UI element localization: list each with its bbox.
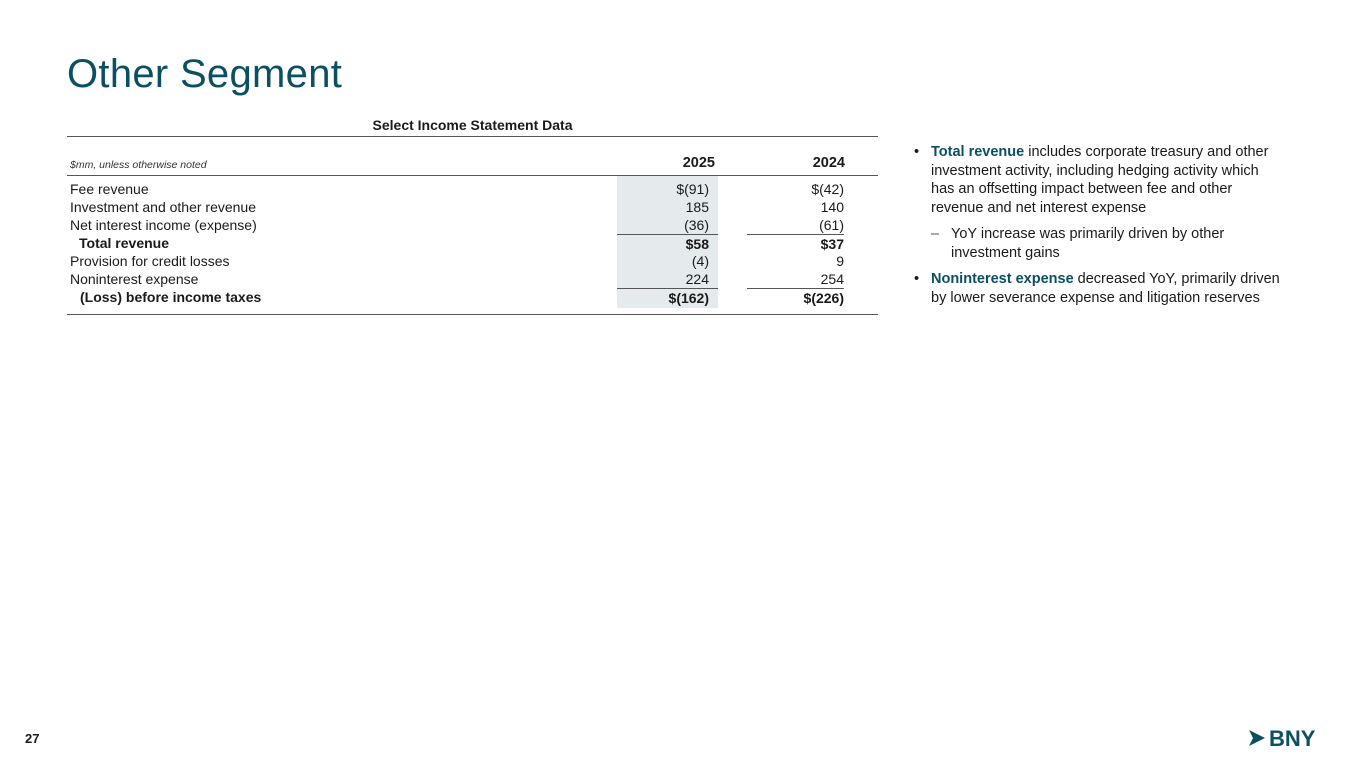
- page-title: Other Segment: [67, 52, 343, 96]
- row-label: Net interest income (expense): [70, 217, 257, 233]
- row-label: Total revenue: [79, 235, 169, 251]
- table-body: [67, 180, 878, 306]
- bullet-text: includes corporate treasury and other investment activity, including hedging activity which has an offsetting impact between fee and other revenue and net interest expense: [931, 144, 1269, 216]
- cell-2024: 140: [820, 199, 844, 215]
- row-label: (Loss) before income taxes: [80, 289, 262, 305]
- table-row: [67, 216, 878, 234]
- bullet-dot: •: [914, 271, 920, 287]
- cell-2025: (4): [691, 253, 709, 269]
- cell-2024: $(226): [747, 288, 844, 307]
- table-bottom-rule: [67, 306, 878, 315]
- units-note: $mm, unless otherwise noted: [70, 159, 207, 171]
- table-row: [67, 198, 878, 216]
- cell-2024: $(42): [811, 181, 844, 197]
- cell-2025: (36): [684, 217, 709, 233]
- bullet-highlight: Total revenue: [931, 144, 1025, 160]
- row-label: Fee revenue: [70, 181, 149, 197]
- row-label: Investment and other revenue: [70, 199, 257, 215]
- bullet-highlight: Noninterest expense: [931, 271, 1074, 287]
- column-header-2024: 2024: [812, 155, 845, 171]
- cell-2025: $(162): [617, 288, 718, 307]
- commentary-bullets: [914, 143, 1284, 315]
- row-label: Provision for credit losses: [70, 253, 230, 269]
- cell-2024: 254: [820, 271, 844, 287]
- sub-bullet-text: YoY increase was primarily driven by other investment gains: [951, 226, 1225, 261]
- table-row-loss-before-taxes: [67, 288, 878, 306]
- cell-2024: $37: [747, 234, 844, 253]
- table-header-row: [67, 137, 878, 176]
- table-row: [67, 180, 878, 198]
- cell-2024: (61): [819, 217, 844, 233]
- logo-text: BNY: [1269, 727, 1316, 749]
- cell-2024: 9: [836, 253, 844, 269]
- bullet-dot: •: [914, 144, 920, 160]
- bullet-total-revenue: [914, 143, 1284, 217]
- sub-bullet-yoy-increase: [914, 225, 1284, 262]
- logo-chevron-icon: [1249, 730, 1265, 746]
- bullet-text: decreased YoY, primarily driven by lower severance expense and litigation reserves: [931, 271, 1280, 306]
- bny-logo: [1249, 727, 1333, 749]
- sub-bullet-dash: –: [931, 226, 940, 242]
- table-row: [67, 270, 878, 288]
- cell-2025: 224: [685, 271, 709, 287]
- income-statement-table: [67, 116, 878, 315]
- table-row-total-revenue: [67, 234, 878, 252]
- row-label: Noninterest expense: [70, 271, 199, 287]
- bullet-noninterest-expense: [914, 270, 1284, 307]
- cell-2025: $58: [617, 234, 718, 253]
- table-caption: Select Income Statement Data: [67, 116, 878, 137]
- cell-2025: $(91): [676, 181, 709, 197]
- table-row: [67, 252, 878, 270]
- cell-2025: 185: [685, 199, 709, 215]
- column-header-2025: 2025: [682, 155, 715, 171]
- page-number: 27: [25, 731, 40, 746]
